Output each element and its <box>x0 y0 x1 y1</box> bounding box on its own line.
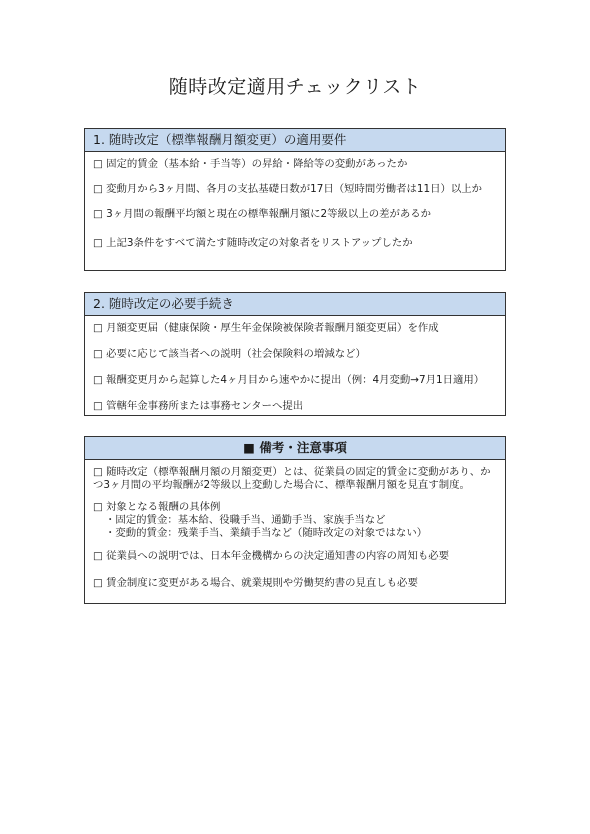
note-subitem: ・変動的賃金：残業手当、業績手当など（随時改定の対象ではない） <box>105 527 428 539</box>
procedures-section <box>84 292 506 416</box>
checklist-item: □ 3ヶ月間の報酬平均額と現在の標準報酬月額に2等級以上の差があるか <box>93 208 432 220</box>
note-item: □ 対象となる報酬の具体例 <box>93 501 221 513</box>
note-item: □ 随時改定（標準報酬月額の月額変更）とは、従業員の固定的賃金に変動があり、かつ3ヶ月間の平均報酬が2等級以上変動した場合に、標準報酬月額を見直す制度。 <box>93 466 491 491</box>
note-item: □ 従業員への説明では、日本年金機構からの決定通知書の内容の周知も必要 <box>93 550 450 562</box>
procedures-header: 2. 随時改定の必要手続き <box>85 293 505 316</box>
checklist-item: □ 必要に応じて該当者への説明（社会保険料の増減など） <box>93 348 366 360</box>
checklist-item: □ 報酬変更月から起算した4ヶ月目から速やかに提出（例：4月変動→7月1日適用） <box>93 374 485 386</box>
checklist-item: □ 変動月から3ヶ月間、各月の支払基礎日数が17日（短時間労働者は11日）以上か <box>93 183 483 195</box>
note-subitem: ・固定的賃金：基本給、役職手当、通勤手当、家族手当など <box>105 514 386 526</box>
note-item: □ 賃金制度に変更がある場合、就業規則や労働契約書の見直しも必要 <box>93 577 418 589</box>
checklist-item: □ 固定的賃金（基本給・手当等）の昇給・降給等の変動があったか <box>93 158 408 170</box>
notes-header: ■ 備考・注意事項 <box>85 437 505 460</box>
notes-section <box>84 436 506 604</box>
requirements-section <box>84 128 506 271</box>
checklist-item: □ 月額変更届（健康保険・厚生年金保険被保険者報酬月額変更届）を作成 <box>93 322 439 334</box>
requirements-header: 1. 随時改定（標準報酬月額変更）の適用要件 <box>85 129 505 152</box>
page-title: 随時改定適用チェックリスト <box>168 76 422 98</box>
checklist-item: □ 管轄年金事務所または事務センターへ提出 <box>93 400 304 412</box>
checklist-item: □ 上記3条件をすべて満たす随時改定の対象者をリストアップしたか <box>93 237 413 249</box>
